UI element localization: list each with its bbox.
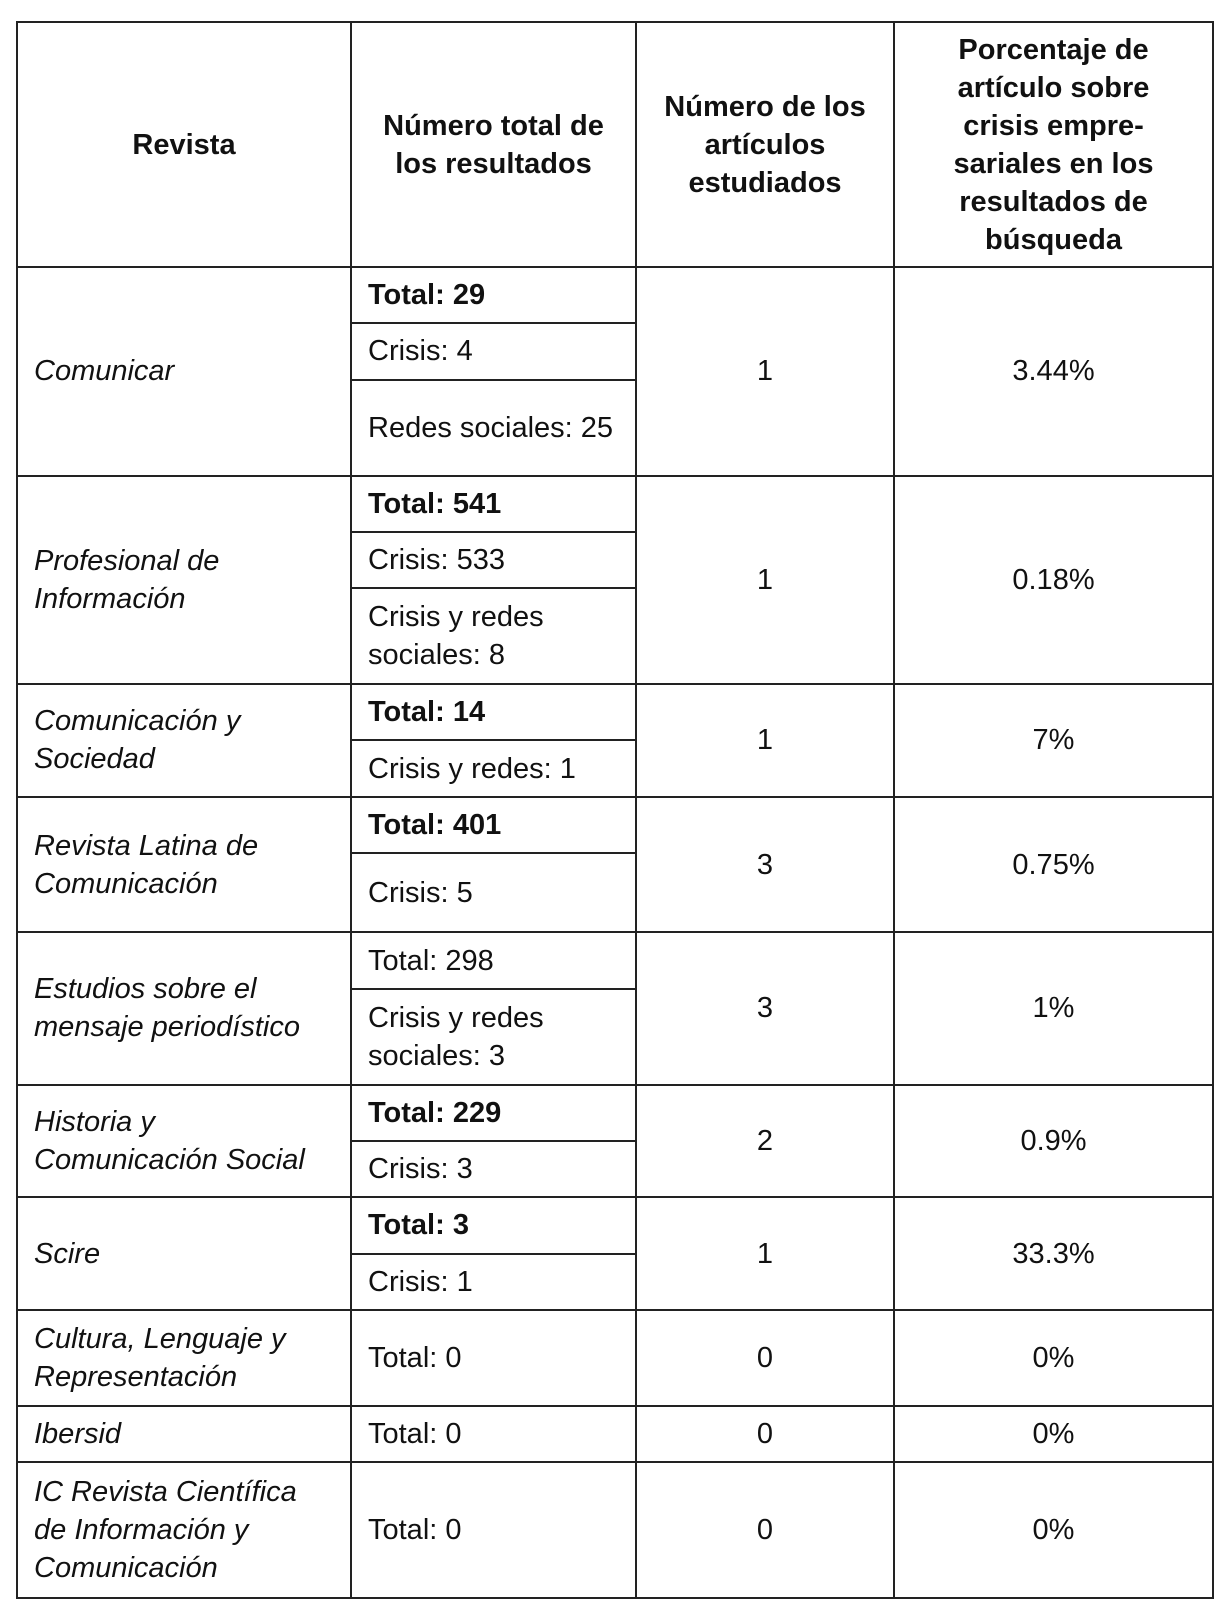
table-body: [17, 267, 1213, 1598]
journal-name: Cultura, Lenguaje y Representación: [17, 1310, 351, 1406]
articles-studied-value: 1: [636, 476, 894, 685]
result-count: Total: 229: [351, 1085, 636, 1141]
table-row: [17, 1406, 1213, 1462]
result-count: Redes sociales: 25: [351, 380, 636, 476]
table-row: [17, 1310, 1213, 1406]
results-table: [16, 21, 1214, 1599]
percentage-value: 0%: [894, 1310, 1213, 1406]
result-count: Crisis y redes: 1: [351, 740, 636, 796]
table-row: [17, 932, 1213, 988]
result-count: Crisis y redes sociales: 8: [351, 588, 636, 684]
journal-name: Historia y Comunicación Social: [17, 1085, 351, 1198]
result-count: Total: 0: [351, 1310, 636, 1406]
percentage-value: 0.18%: [894, 476, 1213, 685]
articles-studied-value: 0: [636, 1462, 894, 1598]
percentage-value: 0.75%: [894, 797, 1213, 933]
result-count: Crisis y redes sociales: 3: [351, 989, 636, 1085]
result-count: Total: 401: [351, 797, 636, 853]
percentage-value: 1%: [894, 932, 1213, 1084]
percentage-value: 0%: [894, 1406, 1213, 1462]
table-row: [17, 797, 1213, 853]
journal-name: Revista Latina de Comunicación: [17, 797, 351, 933]
percentage-value: 7%: [894, 684, 1213, 797]
table-row: [17, 476, 1213, 532]
header-row: [17, 22, 1213, 267]
articles-studied-value: 1: [636, 1197, 894, 1310]
journal-name: Ibersid: [17, 1406, 351, 1462]
journal-name: Profesional de Información: [17, 476, 351, 685]
articles-studied-value: 0: [636, 1406, 894, 1462]
articles-studied-value: 2: [636, 1085, 894, 1198]
result-count: Crisis: 3: [351, 1141, 636, 1197]
result-count: Total: 29: [351, 267, 636, 323]
articles-studied-value: 3: [636, 932, 894, 1084]
articles-studied-value: 0: [636, 1310, 894, 1406]
table-row: [17, 267, 1213, 323]
journal-name: Estudios sobre el mensaje periodístico: [17, 932, 351, 1084]
percentage-value: 33.3%: [894, 1197, 1213, 1310]
result-count: Crisis: 1: [351, 1254, 636, 1310]
result-count: Total: 14: [351, 684, 636, 740]
result-count: Total: 0: [351, 1462, 636, 1598]
journal-name: IC Revista Científica de Información y Comunicación: [17, 1462, 351, 1598]
articles-studied-value: 1: [636, 267, 894, 476]
table-row: [17, 1197, 1213, 1253]
table-row: [17, 684, 1213, 740]
journal-name: Scire: [17, 1197, 351, 1310]
result-count: Total: 0: [351, 1406, 636, 1462]
percentage-value: 0.9%: [894, 1085, 1213, 1198]
result-count: Crisis: 533: [351, 532, 636, 588]
articles-studied-value: 3: [636, 797, 894, 933]
result-count: Total: 3: [351, 1197, 636, 1253]
header-journal: Revista: [17, 22, 351, 267]
journal-name: Comunicar: [17, 267, 351, 476]
result-count: Total: 298: [351, 932, 636, 988]
table-row: [17, 1462, 1213, 1598]
header-articles-studied: Número de los artículos estudiados: [636, 22, 894, 267]
header-total-results: Número total de los resultados: [351, 22, 636, 267]
journal-name: Comunicación y Sociedad: [17, 684, 351, 797]
percentage-value: 0%: [894, 1462, 1213, 1598]
header-percentage: Porcentaje de artículo sobre crisis empre-sariales en los resultados de búsqueda: [894, 22, 1213, 267]
result-count: Crisis: 4: [351, 323, 636, 379]
result-count: Total: 541: [351, 476, 636, 532]
percentage-value: 3.44%: [894, 267, 1213, 476]
articles-studied-value: 1: [636, 684, 894, 797]
result-count: Crisis: 5: [351, 853, 636, 932]
table-row: [17, 1085, 1213, 1141]
